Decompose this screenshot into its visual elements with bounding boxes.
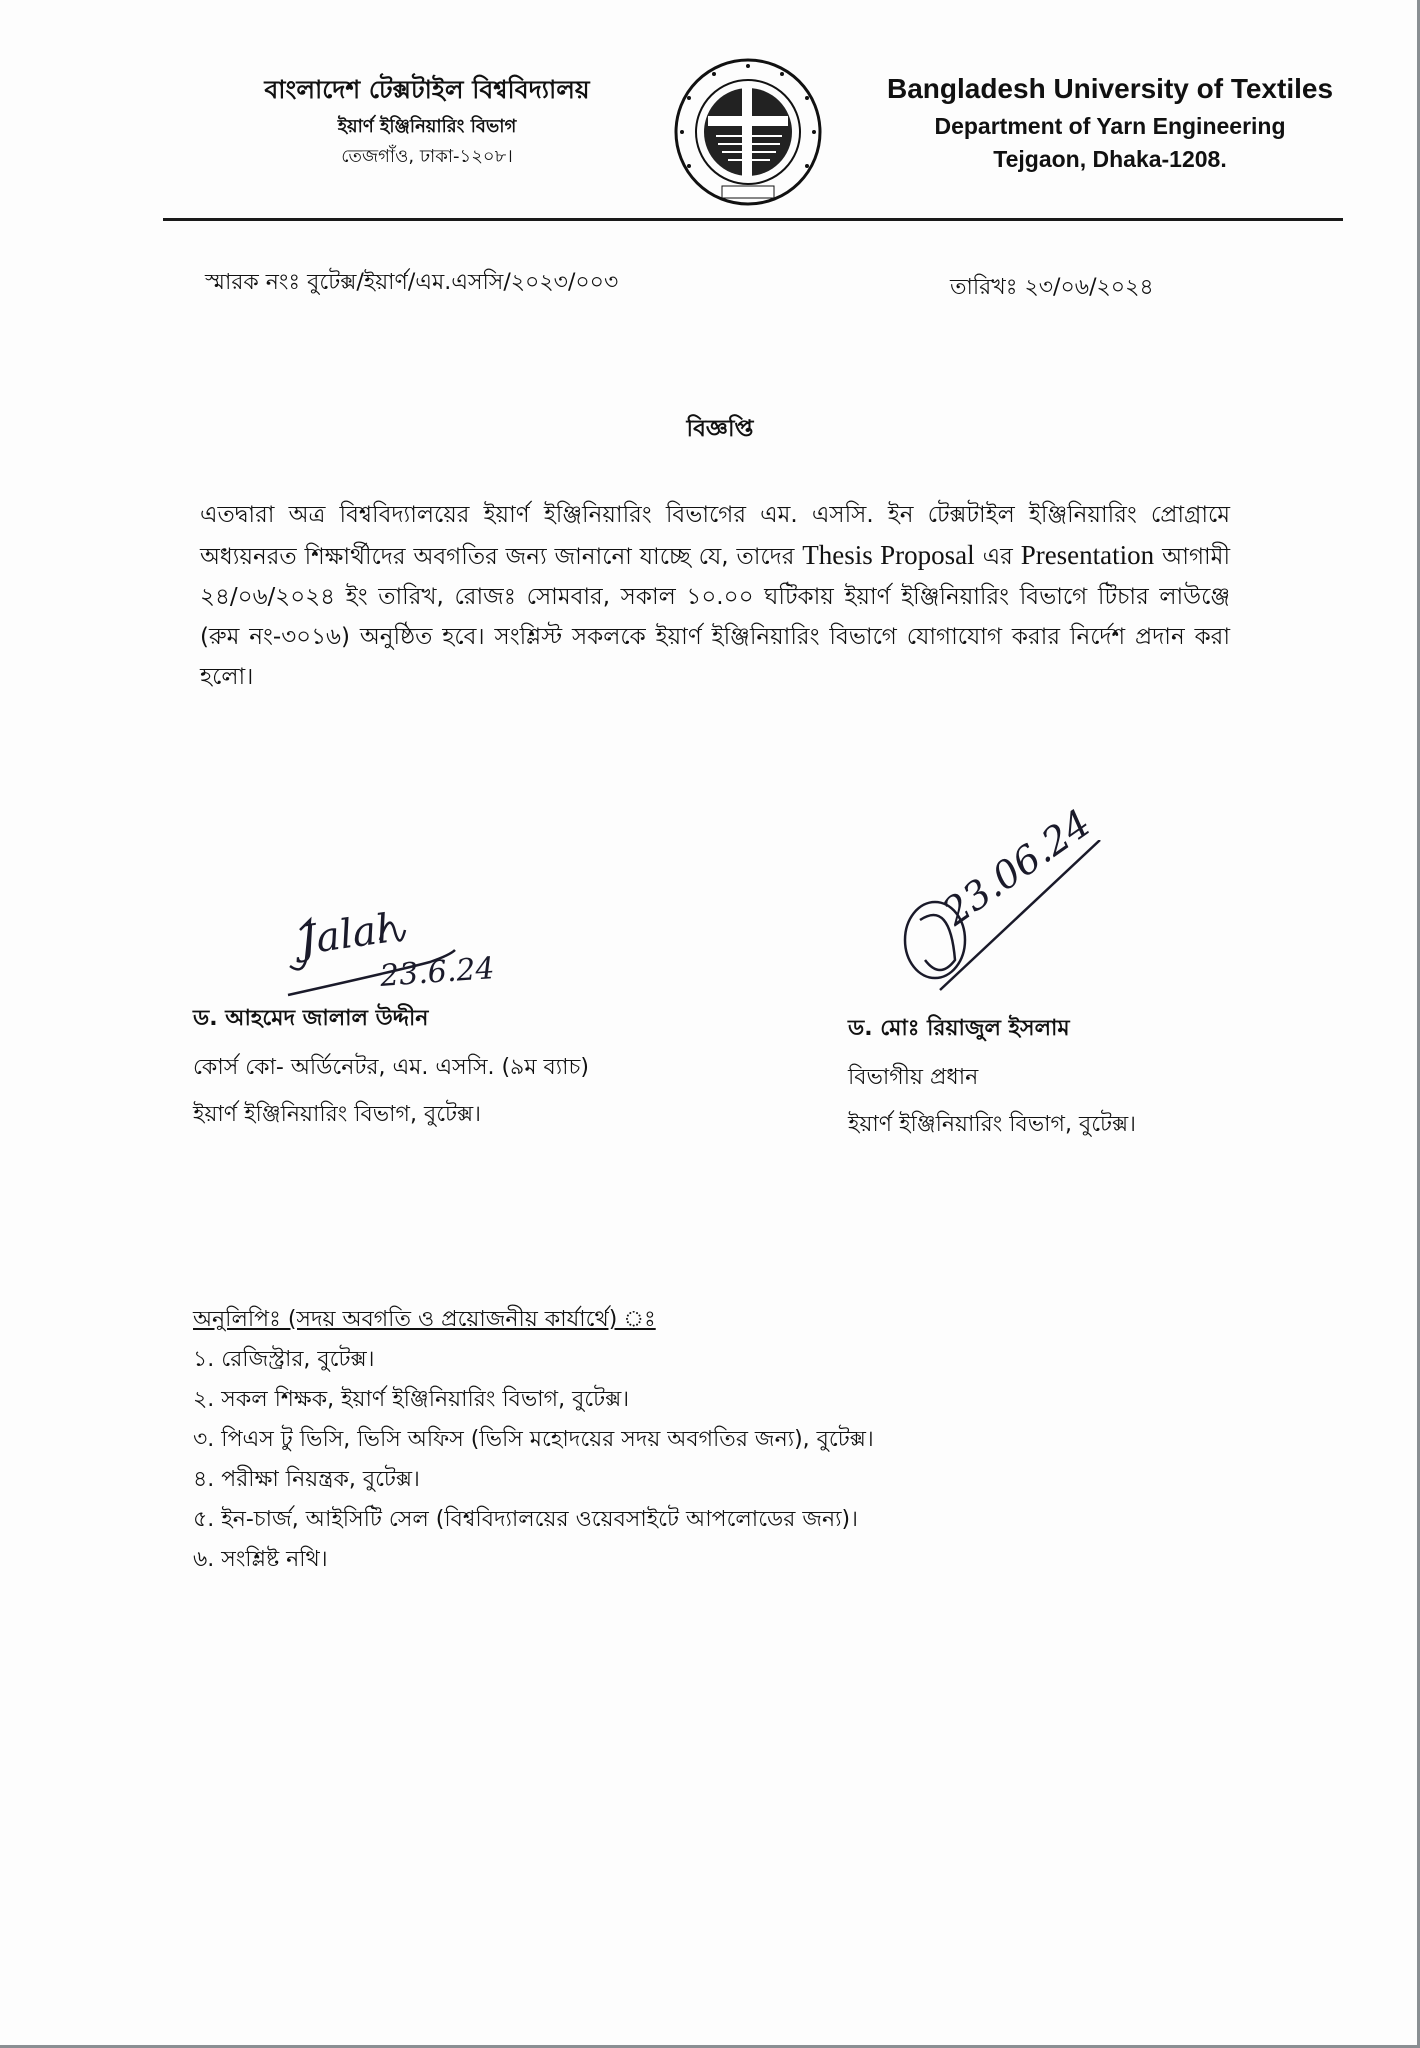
right-signed-date: 23.06.24 [934,800,1099,934]
memo-number: স্মারক নংঃ বুটেক্স/ইয়ার্ণ/এম.এসসি/২০২৩/০০৩ [205,270,619,295]
copies-item: ৪. পরীক্ষা নিয়ন্ত্রক, বুটেক্স। [193,1467,420,1492]
left-signatory-title: কোর্স কো- অর্ডিনেটর, এম. এসসি. (৯ম ব্যাচ) [193,1055,589,1080]
left-signatory [193,1000,589,1133]
copies-heading: অনুলিপিঃ (সদয় অবগতি ও প্রয়োজনীয় কার্যার্থে) ঃ [193,1307,656,1332]
body-text-part3: আগামী ২৪/০৬/২০২৪ ইং তারিখ, রোজঃ সোমবার, সকাল ১০.০০ ঘটিকায় ইয়ার্ণ ইঞ্জিনিয়ারিং বিভাগে টিচার লাউঞ্জে (রুম নং-৩০১৬) অনুষ্ঠিত হবে। সংশ্লিস্ট সকলকে ইয়ার্ণ ইঞ্জিনিয়ারিং বিভাগে যোগাযোগ করার নির্দেশ প্রদান করা হলো। [200,544,1231,690]
left-signatory-name: ড. আহমেদ জালাল উদ্দীন [193,1006,429,1031]
body-text-part1: এতদ্বারা অত্র বিশ্ববিদ্যালয়ের ইয়ার্ণ ইঞ্জিনিয়ারিং বিভাগের এম. এসসি. ইন টেক্সটাইল ইঞ্জিনিয়ারিং প্রোগ্রামে অধ্যয়নরত শিক্ষার্থীদের অবগতির জন্য জানানো যাচ্ছে যে, তাদের [200,502,1230,570]
bn-department-name: ইয়ার্ণ ইঞ্জিনিয়ারিং বিভাগ [337,116,517,137]
header-divider [163,218,1343,221]
en-address: Tejgaon, Dhaka-1208. [993,146,1227,172]
copies-section [193,1300,874,1580]
copies-item: ২. সকল শিক্ষক, ইয়ার্ণ ইঞ্জিনিয়ারিং বিভাগ, বুটেক্স। [193,1387,630,1412]
copies-item: ১. রেজিস্ট্রার, বুটেক্স। [193,1347,375,1372]
en-university-name: Bangladesh University of Textiles [886,73,1334,104]
university-seal-logo [672,56,824,208]
copies-item: ৬. সংশ্লিষ্ট নথি। [193,1547,328,1572]
bn-address: তেজগাঁও, ঢাকা-১২০৮। [341,146,513,167]
body-thesis-proposal: Thesis Proposal [802,540,975,570]
left-signatory-dept: ইয়ার্ণ ইঞ্জিনিয়ারিং বিভাগ, বুটেক্স। [193,1102,482,1127]
en-department-name: Department of Yarn Engineering [934,113,1286,139]
left-signed-date: 23.6.24 [378,951,496,994]
left-signature: Jalal [297,906,393,964]
right-signatory [848,1010,1136,1143]
right-signatory-dept: ইয়ার্ণ ইঞ্জিনিয়ারিং বিভাগ, বুটেক্স। [848,1112,1137,1137]
bn-university-name: বাংলাদেশ টেক্সটাইল বিশ্ববিদ্যালয় [264,75,590,104]
right-signatory-title: বিভাগীয় প্রধান [848,1065,979,1090]
seal-estd [672,56,673,57]
body-text-part2: এর [982,544,1013,570]
notice-body [200,495,1230,697]
memo-date: তারিখঃ ২৩/০৬/২০২৪ [950,275,1154,300]
copies-item: ৩. পিএস টু ভিসি, ভিসি অফিস (ভিসি মহোদয়ের সদয় অবগতির জন্য), বুটেক্স। [193,1427,874,1452]
copies-item: ৫. ইন-চার্জ, আইসিটি সেল (বিশ্ববিদ্যালয়ের ওয়েবসাইটে আপলোডের জন্য)। [193,1507,858,1532]
body-presentation: Presentation [1020,540,1155,570]
right-signatory-name: ড. মোঃ রিয়াজুল ইসলাম [848,1016,1070,1041]
notice-title: বিজ্ঞপ্তি [686,416,754,442]
